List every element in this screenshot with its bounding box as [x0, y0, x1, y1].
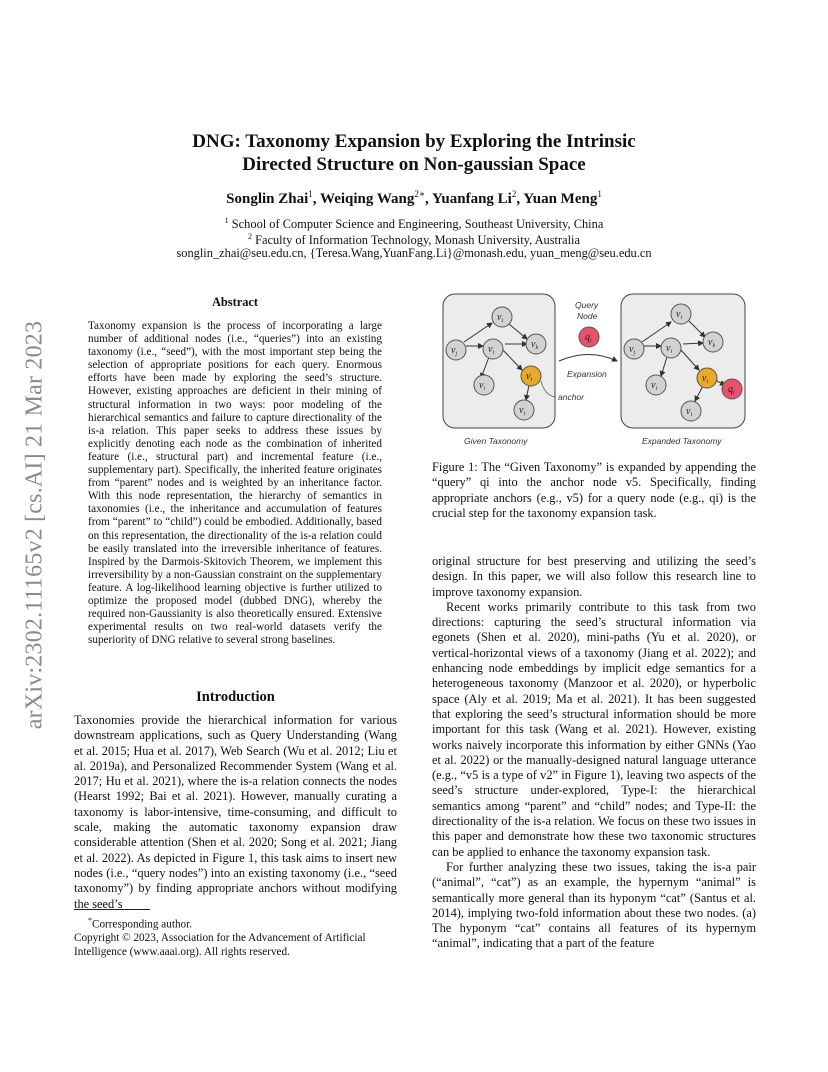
affiliation-1-sup: 1: [224, 216, 229, 225]
figure-caption-text: Figure 1: The “Given Taxonomy” is expanded by appending the “query” qi into the anchor node v5. Specifically, finding appropriate anchors (e.g., v5) for a query node (e.g., qi) is the crucial step for the taxonomy expansion task.: [432, 460, 756, 520]
footnote-corresponding: [74, 914, 397, 932]
author-3-sup: 2: [511, 189, 517, 199]
node-label: $v_i$: [686, 406, 693, 418]
node-v-i-top: [671, 304, 691, 324]
author-2: Weiqing Wang: [320, 191, 415, 207]
node-label: $v_i$: [702, 373, 709, 385]
author-1: Songlin Zhai: [226, 191, 309, 207]
node-label: $v_i$: [488, 344, 495, 356]
node-label: $q_i$: [728, 384, 735, 396]
node-v-bottom-left: [474, 375, 494, 395]
introduction-heading: Introduction: [196, 689, 275, 705]
node-label: $v_i$: [526, 371, 533, 383]
figure-1: [431, 286, 756, 452]
expansion-label: Expansion: [567, 369, 607, 379]
author-3: Yuanfang Li: [431, 191, 512, 207]
affiliation-2-sup: 2: [247, 232, 252, 241]
affiliation-2-text: Faculty of Information Technology, Monash University, Australia: [255, 233, 580, 248]
node-v-bottom: [514, 400, 534, 420]
node-v-k: [526, 334, 546, 354]
figure-caption: [432, 460, 756, 521]
paper-title: [74, 130, 754, 176]
author-4-sup: 1: [597, 189, 602, 199]
author-sep: ,: [424, 191, 432, 207]
node-v-2: [661, 338, 681, 358]
node-v-j-left: [446, 340, 466, 360]
node-label: $v_k$: [531, 339, 539, 351]
node-v-j-left: [624, 339, 644, 359]
affiliation-1-text: School of Computer Science and Engineering, Southeast University, China: [231, 217, 604, 232]
footnote-corr-text: Corresponding author.: [92, 918, 193, 931]
paragraph-2: Recent works primarily contribute to this task from two directions: capturing the seed’s structural information via egonets (Shen et al. 2020), mini-paths (Yu et al. 2020), or vertical-horizontal views of a taxonomy (Jiang et al. 2022); and enhancing node embeddings by implicit edge semantics for a heterogeneous taxonomy (Manzoor et al. 2020), or hyperbolic space (Aly et al. 2019; Ma et al. 2021). It has been suggested that exploring the seed’s structural information should be more important for this task (Wang et al. 2021). However, existing works naively incorporate this information by either GNNs (Yao et al. 2022) or the manually-designed natural language utterance (e.g., “v5 is a type of v2” in Figure 1), leaving two aspects of the seed’s structure under-explored, Type-I: the hierarchical semantics among “parent” and “child” nodes; and Type-II: the directionality of the is-a relation. We focus on these two issues in this paper and demonstrate how these two taxonomic structures can be applied to enhance the taxonomy expansion task.: [432, 599, 756, 859]
node-label: $v_k$: [708, 337, 716, 349]
arxiv-identifier: [15, 292, 55, 757]
node-v-i-top: [492, 307, 512, 327]
footnote: [74, 914, 397, 959]
title-line-1: DNG: Taxonomy Expansion by Exploring the Intrinsic: [192, 131, 636, 152]
expanded-taxonomy-label: Expanded Taxonomy: [642, 436, 722, 446]
node-label: $v_j$: [451, 345, 458, 357]
node-label: $v_i$: [651, 380, 658, 392]
anchor-label: anchor: [558, 392, 584, 402]
node-label: $v_i$: [497, 312, 504, 324]
abstract-body: [88, 320, 382, 647]
author-4: Yuan Meng: [523, 191, 598, 207]
author-1-sup: 1: [308, 189, 313, 199]
author-sep: ,: [312, 191, 321, 207]
arxiv-id-text: arXiv:2302.11165v2 [cs.AI] 21 Mar 2023: [21, 320, 48, 729]
node-v-anchor: [521, 366, 541, 386]
title-line-2: Directed Structure on Non-gaussian Space: [242, 154, 586, 175]
author-list: [74, 189, 754, 208]
given-taxonomy-label: Given Taxonomy: [464, 436, 528, 446]
footnote-rule: [74, 909, 150, 910]
footnote-star: *: [88, 916, 92, 925]
node-label: $q_i$: [585, 332, 592, 344]
paragraph-1: original structure for best preserving and utilizing the seed’s design. In this paper, we will also follow this research line to improve taxonomy expansion.: [432, 554, 756, 599]
node-label: $v_j$: [629, 344, 636, 356]
abstract-heading: Abstract: [211, 295, 259, 309]
query-label-line-1: Query: [575, 300, 599, 310]
node-label: $v_i$: [676, 309, 683, 321]
node-v-2: [483, 339, 503, 359]
paragraph-3: For further analyzing these two issues, taking the is-a pair (“animal”, “cat”) as an example, the hypernym “animal” is semantically more general than its hyponym “cat” (Santus et al. 2014), implying two-fold information about these two nodes. (a) The hyponym “cat” contains all features of its hypernym “animal”, indicating that a part of the feature: [432, 859, 756, 951]
query-label-line-2: Node: [577, 311, 598, 321]
author-sep: ,: [516, 191, 524, 207]
node-v-bottom-left: [646, 375, 666, 395]
footnote-copyright: Copyright © 2023, Association for the Advancement of Artificial Intelligence (www.aaai.org). All rights reserved.: [74, 932, 366, 958]
node-label: $v_i$: [479, 380, 486, 392]
node-label: $v_i$: [519, 405, 526, 417]
author-emails: songlin_zhai@seu.edu.cn, {Teresa.Wang,YuanFang.Li}@monash.edu, yuan_meng@seu.edu.cn: [176, 246, 652, 260]
node-label: $v_i$: [666, 343, 673, 355]
right-column-body: [432, 554, 756, 952]
author-2-sup: 2∗: [414, 189, 425, 199]
node-v-k: [703, 332, 723, 352]
introduction-text: Taxonomies provide the hierarchical information for various downstream applications, such as Query Understanding (Wang et al. 2015; Hua et al. 2017), Web Search (Wu et al. 2012; Liu et al. 2019a), and Personalized Recommender System (Wang et al. 2017; Hu et al. 2021), where the is-a relation connects the nodes (Hearst 1992; Bai et al. 2021). However, manually curating a taxonomy is labor-intensive, time-consuming, and difficult to scale, making the automatic taxonomy expansion draw considerable attention (Shen et al. 2020; Song et al. 2021; Jiang et al. 2022). As depicted in Figure 1, this task aims to insert new nodes (i.e., “query nodes”) into an existing taxonomy (i.e., “seed taxonomy”) by finding appropriate anchors without modifying the seed’s: [74, 713, 397, 911]
node-v-anchor: [697, 368, 717, 388]
abstract-text: Taxonomy expansion is the process of incorporating a large number of additional nodes (i.e., “queries”) into an existing taxonomy (i.e., “seed”), with the most important step being the selection of appropriate positions for each query. Enormous efforts have been made by exploring the seed’s structure. However, existing approaches are deficient in their mining of structural information in two ways: poor modeling of the hierarchical semantics and failure to capture directionality of the is-a relation. This paper seeks to address these issues by explicitly denoting each node as the combination of inherited feature (i.e., structural part) and incremental feature (i.e., supplementary part). Specifically, the inherited feature originates from “parent” nodes and is weighted by an inheritance factor. With this node representation, the hierarchy of semantics in taxonomies (i.e., the inheritance and accumulation of features from “parent” to “child”) could be embodied. Additionally, based on this representation, the directionality of the is-a relation could be easily translated into the irreversible inheritance of features. Inspired by the Darmois-Skitovich Theorem, we implement this irreversibility by a non-Gaussian constraint on the supplementary feature. A log-likelihood learning objective is further utilized to optimize the proposed model (dubbed DNG), whereby the required non-Gaussianity is also theoretically ensured. Extensive experimental results on two real-world datasets verify the superiority of DNG relative to several strong baselines.: [88, 320, 382, 647]
introduction-body: [74, 713, 397, 912]
node-v-bottom: [681, 401, 701, 421]
expansion-arrow: [559, 355, 617, 362]
